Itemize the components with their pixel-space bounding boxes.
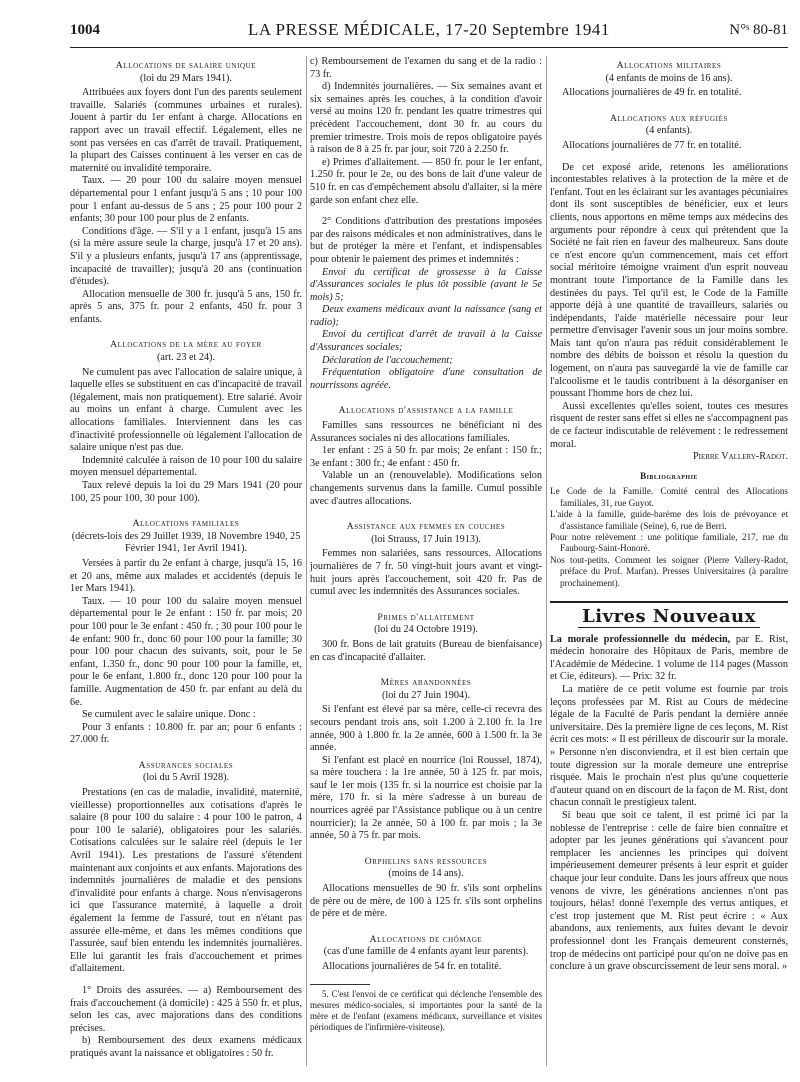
section-heading: Allocations militaires (4 enfants de moins de 16 ans).: [605, 60, 733, 84]
column-2: [310, 56, 542, 1033]
journal-title: LA PRESSE MÉDICALE, 17-20 Septembre 1941: [248, 20, 610, 39]
paragraph: Envoi du certificat de grossesse à la Caisse d'Assurances sociales le plus tôt possible (avant le 5e mois) 5;: [310, 266, 542, 303]
paragraph: De cet exposé aride, retenons les améliorations incontestables relatives à la protection de la mère et de l'enfant. Tout en les éclairant sur les avantages pécuniaires dont ils sont susceptibles de bénéficier, eux et leurs clients, nous apportons en même temps aux médecins des arguments pour répondre à ceux qui prétendent que la Société ne fait rien en faveur des malheureux. Sans doute ce n'est encore qu'un commencement, mais cet effort social méritoire témoigne vraiment d'un esprit nouveau montrant toute l'importance de la Famille dans les destinées du pays. Tel qu'il est, le Code de la Famille apporte déjà à une quantité de travailleurs, salariés ou indépendants, l'aide matérielle nécessaire pour leur permettre d'envisager l'avenir sous un jour moins sombre. Mais tant qu'on n'aura pas réduit considérablement le nombre des débits de boisson et résolu la question du logement, on n'aura pas sauvegardé la vie de famille car l'alcoolisme et le taudis contribuent à la désorganiser en poussant l'homme hors de chez lui.: [550, 161, 788, 400]
column-divider: [306, 56, 307, 1066]
footnote-rule: [310, 984, 370, 985]
bibliography: [550, 486, 788, 589]
section-heading: Assurances sociales (loi du 5 Avril 1928).: [138, 759, 234, 784]
bibliography-item: Pour notre relèvement : une politique familiale, 217, rue du Faubourg-Saint-Honoré.: [550, 532, 788, 554]
section-heading: Primes d'allaitement (loi du 24 Octobre 1919).: [374, 611, 478, 636]
paragraph: Conditions d'âge. — S'il y a 1 enfant, jusqu'à 15 ans (si la mère assure seule la charge, jusqu'à 17 et 20 ans). S'il y a plusieurs enfants, jusqu'à 17 ans (apprentissage, incapacité de travailler); jusqu'à 20 ans (continuation d'études).: [70, 225, 302, 288]
section-heading: Allocations de la mère au foyer (art. 23 et 24).: [110, 339, 262, 364]
section-heading: Mères abandonnées (loi du 27 Juin 1904).: [380, 677, 472, 701]
paragraph: Taux. — 20 pour 100 du salaire moyen mensuel départemental pour 1 enfant jusqu'à 5 ans ; 10 pour 100 pour 1 enfant au-dessus de 5 ans ; 25 pour 100 pour 2 enfants; 30 pour 100 pour plus de 2 enfants.: [70, 175, 302, 225]
paragraph: Aussi excellentes qu'elles soient, toutes ces mesures risquent de rester sans effet si elles ne s'accompagnent pas de ce facteur indiscutable de relèvement : le redressement moral.: [550, 400, 788, 450]
paragraph: Taux. — 10 pour 100 du salaire moyen mensuel départemental pour le 2e enfant : 150 fr. par mois; 20 pour 100 pour le 3e enfant : 450 fr. ; 30 pour 100 pour le 4e enfant: 900 fr., donc 60 pour 100 pour la famille; 30 pour 100 pour chacun des suivants, soit, pour le 5e enfant, 1.350 fr., donc 90 pour 100 pour la famille, et, pour le 6e enfant, 1.800 fr., donc 120 pour 100 pour la famille. Augmentation de 450 fr. par enfant au delà du 6e.: [70, 595, 302, 708]
paragraph: La matière de ce petit volume est fournie par trois leçons professées par M. Rist au Cours de médecine légale de la Faculté de Paris pendant la dernière année universitaire. Dès la première ligne de ces leçons, M. Rist écrit ces mots: « Il est périlleux de discourir sur la morale. » Personne n'en disconviendra, et il est bien certain que toute digression sur la morale demeure une entreprise risquée. Mais le prochain n'est plus qu'une coquetterie d'auteur quand on en discourt de la façon de M. Rist, dont chacun connaît le prestigieux talent.: [550, 684, 788, 809]
paragraph: Prestations (en cas de maladie, invalidité, maternité, vieillesse) proportionnelles aux cotisations d'après le salaire (8 pour 100 du salaire : 4 pour 100 le patron, 4 pour 100 le salarié), obligatoires pour les salariés. Cotisations calculées sur le salaire réel (depuis le 1er Avril 1941). Les prestations de l'assuré s'étendent maintenant aux conjoints et aux enfants. Majorations des indemnités journalières de maladie et des pensions d'invalidité pour enfants à charge. Nous n'envisagerons ici que l'assurance maternité, à laquelle a droit également la femme de l'assuré, tout en n'étant pas assurée elle-même, et dans les mêmes conditions que l'assurée, sauf bien entendu les indemnités journalières. Elle lui garantit les frais d'accouchement et primes d'allaitement.: [70, 787, 302, 975]
paragraph: Deux examens médicaux avant la naissance (sang et radio);: [310, 304, 542, 328]
book-title: La morale professionnelle du médecin,: [550, 633, 731, 645]
paragraph: e) Primes d'allaitement. — 850 fr. pour le 1er enfant, 1.250 fr. pour le 2e, ou des bons de lait d'une valeur de 510 fr. en cas d'empêchement absolu d'allaiter, si la mère garde son enfant chez elle.: [310, 156, 542, 206]
bibliography-heading: Bibliographie: [640, 470, 698, 481]
paragraph: Allocations journalières de 54 fr. en totalité.: [322, 961, 502, 972]
section-rule: [550, 601, 788, 603]
paragraph: Déclaration de l'accouchement;: [322, 354, 453, 366]
section-heading: Allocations de salaire unique (loi du 29 Mars 1941).: [115, 60, 257, 84]
paragraph: Pour 3 enfants : 10.800 fr. par an; pour 6 enfants : 27.000 fr.: [70, 721, 302, 746]
paragraph: Allocations journalières de 49 fr. en totalité.: [562, 87, 742, 99]
paragraph: Ne cumulent pas avec l'allocation de salaire unique, à laquelle elles se substituent en cas d'incapacité de travail (légalement, mais non pratiquement). Etre salarié. Avoir au moins un enfant à charge. Cumulent avec les allocations familiales. Interviennent dans les cas d'inactivité professionnelle où légalement l'allocation de salaire unique n'est pas due.: [70, 366, 302, 454]
paragraph: Fréquentation obligatoire d'une consultation de nourrissons agréée.: [310, 367, 542, 391]
paragraph: 1er enfant : 25 à 50 fr. par mois; 2e enfant : 150 fr.; 3e enfant : 300 fr.; 4e enfant : 450 fr.: [310, 445, 542, 469]
paragraph: Allocations journalières de 77 fr. en totalité.: [562, 139, 742, 151]
page-header: [70, 20, 788, 44]
section-heading: Orphelins sans ressources (moins de 14 ans).: [364, 855, 488, 880]
paragraph: Allocation mensuelle de 300 fr. jusqu'à 5 ans, 150 fr. après 5 ans, 375 fr. pour 2 enfants, 450 fr. pour 3 enfants.: [70, 288, 302, 325]
paragraph: Si l'enfant est placé en nourrice (loi Roussel, 1874), sa mère touchera : la 1re année, 50 à 125 fr. par mois, sauf le 1er mois (135 fr. si la nourrice est choisie par la mère, 170 fr. si la mère s'adresse à un bureau de nourrices agréé par l'Assistance publique ou à un centre nourricier); la 2e année, 50 à 100 fr. par mois ; la 3e année, 50 à 75 fr. par mois.: [310, 754, 542, 842]
paragraph: Valable un an (renouvelable). Modifications selon changements survenus dans la famille. Cumul possible avec d'autres allocations.: [310, 470, 542, 507]
paragraph: 2° Conditions d'attribution des prestations imposées par des raisons médicales et non administratives, dans le but de protéger la mère et l'enfant, et indispensables pour obtenir le paiement des primes et indemnités :: [310, 216, 542, 265]
column-1: [70, 56, 302, 1061]
bibliography-item: Le Code de la Famille. Comité central des Allocations familiales, 31, rue Guyot.: [550, 486, 788, 508]
livres-heading: Livres Nouveaux: [550, 611, 788, 624]
footnote: 5. C'est l'envoi de ce certificat qui déclenche l'ensemble des mesures médico-sociales, si importantes pour la santé de la mère et de l'enfant (examens médicaux, surveillance et visites périodiques de l'infirmière-visiteuse).: [310, 988, 542, 1032]
paragraph: Familles sans ressources ne bénéficiant ni des Assurances sociales ni des allocations familiales.: [310, 420, 542, 444]
paragraph: 1° Droits des assurées. — a) Remboursement des frais d'accouchement (à domicile) : 425 à 550 fr. et plus, selon les cas, avec majorations dans des conditions précises.: [70, 984, 302, 1034]
column-divider: [546, 56, 547, 1066]
paragraph: Attribuées aux foyers dont l'un des parents seulement travaille. Salariés (communes urbaines et rurales). Jouent à partir du 1er enfant à charge. Allocations en rapport avec un travail effectif. Légalement, elles ne sont pas versées en cas d'arrêt de travail. Pratiquement, la plupart des Caisses continuent à les verser en cas de maternité ou invalidité temporaire.: [70, 87, 302, 174]
paragraph: 300 fr. Bons de lait gratuits (Bureau de bienfaisance) en cas d'incapacité d'allaiter.: [310, 638, 542, 663]
issue-number: N°ˢ 80-81: [729, 22, 788, 38]
bibliography-item: L'aide à la famille, guide-barème des lois de prévoyance et d'assistance familiale (Seine), 6, rue de Berri.: [550, 509, 788, 531]
paragraph: Indemnité calculée à raison de 10 pour 100 du salaire moyen mensuel départemental.: [70, 454, 302, 479]
paragraph: Allocations mensuelles de 90 fr. s'ils sont orphelins de père ou de mère, de 100 à 125 fr. s'ils sont orphelins de père et de mère.: [310, 883, 542, 920]
paragraph: Envoi du certificat d'arrêt de travail à la Caisse d'Assurances sociales;: [310, 329, 542, 354]
paragraph: b) Remboursement des deux examens médicaux pratiqués avant la naissance et obligatoires : 50 fr.: [70, 1035, 302, 1059]
book-details: par E. Rist, médecin honoraire des Hôpitaux de Paris, membre de l'Académie de Médecine. 1 volume de 114 pages (Masson et Cie, éditeurs). — Prix: 32 fr.: [550, 633, 788, 683]
book-reference: [550, 634, 788, 684]
paragraph: c) Remboursement de l'examen du sang et de la radio : 73 fr.: [310, 56, 542, 80]
paragraph: Si l'enfant est élevé par sa mère, celle-ci recevra des secours pendant trois ans, soit 1.200 à 2.100 fr. la 1re année, 900 à 1.800 fr. la 2e année, 600 à 1.500 fr. la 3e année.: [310, 704, 542, 754]
section-heading: Allocations d'assistance a la famille: [338, 405, 514, 417]
paragraph: Femmes non salariées, sans ressources. Allocations journalières de 7 fr. 50 vingt-huit jours avant et vingt-huit jours après l'accouchement, soit 420 fr. Pas de cumul avec les indemnités des Assurances sociales.: [310, 548, 542, 598]
bibliography-item: Nos tout-petits. Comment les soigner (Pierre Vallery-Radot, préface du Prof. Marfan). Presses Universitaires (à paraître prochainement).: [550, 554, 788, 588]
page-number: 1004: [70, 22, 100, 38]
section-heading: Assistance aux femmes en couches (loi Strauss, 17 Juin 1913).: [346, 521, 506, 545]
paragraph: d) Indemnités journalières. — Six semaines avant et six semaines après les couches, à la condition d'avoir versé au moins 120 fr. pendant les quatre trimestres qui précèdent l'accouchement, dont 30 fr. au cours du premier trimestre. Trois mois de repos obligatoire payés à raison de 8 à 25 fr. par jour, soit 720 à 2.250 fr.: [310, 81, 542, 156]
paragraph: Se cumulent avec le salaire unique. Donc :: [82, 709, 256, 721]
paragraph: Taux relevé depuis la loi du 29 Mars 1941 (20 pour 100, 25 pour 100, 30 pour 100).: [70, 480, 302, 504]
header-rule: [70, 47, 788, 48]
section-heading: Allocations familiales (décrets-lois des 29 Juillet 1939, 18 Novembre 1940, 25 Février 1941, 1er Avril 1941).: [71, 518, 301, 555]
column-3: [550, 56, 788, 974]
author-signature: Pierre Vallery-Radot.: [692, 451, 788, 463]
section-heading: Allocations de chômage (cas d'une famille de 4 enfants ayant leur parents).: [323, 933, 529, 958]
paragraph: Versées à partir du 2e enfant à charge, jusqu'à 15, 16 et 20 ans, même aux malades et accidentés (depuis le 1er Mars 1941).: [70, 557, 302, 595]
section-heading: Allocations aux réfugiés (4 enfants).: [610, 112, 728, 137]
paragraph: Si beau que soit ce talent, il est primé ici par la noblesse de l'entreprise : celle de faire bien connaître et adopter par les jeunes générations qui s'avancent pour remplacer les anciennes les principes qui doivent impérieusement demeurer présents à leur esprit et guider chaque jour leur conduite. Dans les jours affreux que nous venons de vivre, les générations anciennes n'ont pas toujours, hélas! donné l'exemple des vertus antiques, et c'est trop justement que M. Rist peut écrire : « Aux abandons, aux reniements, aux fuites devant le devoir professionnel dont les Français demeurent consternés, trop de médecins ont participé pour qu'on ne doive pas en conclure à un grave obscurcissement de leur sens moral. »: [550, 809, 788, 973]
